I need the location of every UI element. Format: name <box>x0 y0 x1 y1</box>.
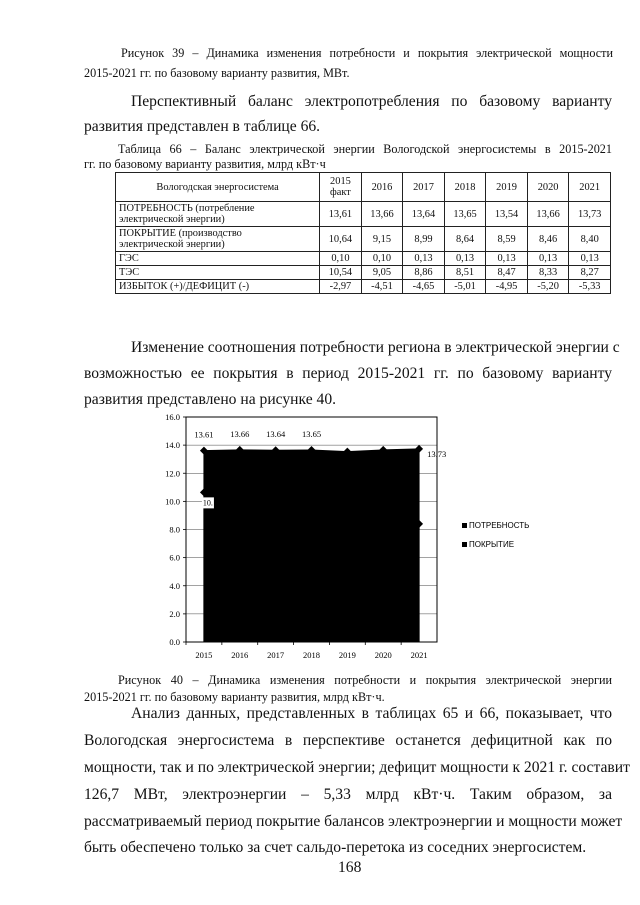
y-tick-label: 16.0 <box>165 412 180 422</box>
data-label: 10. <box>202 498 213 508</box>
table-header-2015 <box>320 173 362 202</box>
data-label: 13.61 <box>194 429 214 440</box>
figure40-caption-line2: 2015-2021 гг. по базовому варианту развития, млрд кВт·ч. <box>84 690 385 704</box>
y-tick-label: 10.0 <box>165 496 180 507</box>
table-cell: 13,65 <box>444 202 486 227</box>
table-row <box>116 266 611 280</box>
table-cell: 13,54 <box>486 202 528 227</box>
table-header-region: Вологодская энергосистема <box>116 173 320 202</box>
table-header-row <box>116 173 611 202</box>
table-cell: 13,66 <box>527 202 569 227</box>
table-cell: 8,33 <box>527 266 569 280</box>
table-cell: 0,13 <box>403 252 445 266</box>
figure40-caption-line1: Рисунок 40 – Динамика изменения потребности и покрытия электрической энергии <box>118 673 612 687</box>
table-header-year: 2020 <box>527 173 569 202</box>
y-tick-label: 12.0 <box>165 468 180 479</box>
x-tick-label: 2017 <box>267 650 285 660</box>
chart-x-ticks <box>195 650 427 660</box>
table-header-2015-year: 2015 <box>330 176 351 187</box>
table-cell: 8,27 <box>569 266 611 280</box>
data-label: 13.66 <box>230 428 250 439</box>
paragraph-2-line2: возможностью ее покрытия в период 2015-2021 гг. по базовому варианту <box>84 365 612 382</box>
table-cell: -2,97 <box>320 280 362 294</box>
table-header-year: 2016 <box>361 173 403 202</box>
table-row <box>116 227 611 252</box>
table-cell: 10,54 <box>320 266 362 280</box>
y-tick-label: 14.0 <box>165 440 180 451</box>
paragraph-1-line2: развития представлен в таблице 66. <box>84 118 321 135</box>
table-cell: 13,64 <box>403 202 445 227</box>
table-header-year: 2019 <box>486 173 528 202</box>
table-header-year: 2018 <box>444 173 486 202</box>
table-cell: 8,40 <box>569 227 611 252</box>
table-header-2015-fact: факт <box>330 187 351 198</box>
row-label-hpp: ГЭС <box>116 252 320 266</box>
legend-swatch <box>462 523 467 528</box>
figure39-caption-line1: Рисунок 39 – Динамика изменения потребности и покрытия электрической мощности <box>121 46 613 60</box>
row-label-line: электрической энергии) <box>119 239 225 250</box>
table-row <box>116 252 611 266</box>
data-label: 13.73 <box>427 448 447 459</box>
legend-swatch <box>462 542 467 547</box>
row-label-tpp: ТЭС <box>116 266 320 280</box>
x-tick-label: 2019 <box>338 650 356 660</box>
table-cell: 10,64 <box>320 227 362 252</box>
table-cell: 0,13 <box>444 252 486 266</box>
table-cell: 0,10 <box>361 252 403 266</box>
row-label-line: электрической энергии) <box>119 214 225 225</box>
table-cell: 8,99 <box>403 227 445 252</box>
legend-label: ПОКРЫТИЕ <box>469 540 515 549</box>
table-cell: -5,33 <box>569 280 611 294</box>
table66-caption-line1: Таблица 66 – Баланс электрической энергии Вологодской энергосистемы в 2015-2021 <box>118 142 612 156</box>
paragraph-3-line6: быть обеспечено только за счет сальдо-перетока из соседних энергосистем. <box>84 839 587 856</box>
y-tick-label: 2.0 <box>169 608 180 619</box>
table-cell: 9,15 <box>361 227 403 252</box>
y-tick-label: 4.0 <box>169 580 180 591</box>
table-cell: 8,64 <box>444 227 486 252</box>
y-tick-label: 8.0 <box>169 524 180 535</box>
x-tick-label: 2016 <box>231 650 249 660</box>
paragraph-3-line4: 126,7 МВт, электроэнергии – 5,33 млрд кВт·ч. Таким образом, за <box>84 786 612 803</box>
table-cell: 0,13 <box>486 252 528 266</box>
legend-label: ПОТРЕБНОСТЬ <box>469 521 530 530</box>
x-tick-label: 2015 <box>195 650 213 660</box>
paragraph-1-line1: Перспективный баланс электропотребления по базовому варианту <box>131 93 612 110</box>
table-cell: 8,51 <box>444 266 486 280</box>
x-tick-label: 2018 <box>303 650 320 660</box>
table66-caption-line2: гг. по базовому варианту развития, млрд кВт·ч <box>84 157 326 171</box>
paragraph-3-line2: Вологодская энергосистема в перспективе останется дефицитной как по <box>84 732 612 749</box>
table-cell: 9,05 <box>361 266 403 280</box>
chart-areas <box>200 445 423 642</box>
table-header-year: 2017 <box>403 173 445 202</box>
chart-legend <box>462 521 529 549</box>
table-cell: 13,61 <box>320 202 362 227</box>
data-label: 13.65 <box>301 429 322 440</box>
table-cell: 0,10 <box>320 252 362 266</box>
row-label-line: ПОТРЕБНОСТЬ (потребление <box>119 203 255 214</box>
y-tick-label: 6.0 <box>169 552 180 563</box>
chart-y-ticks <box>165 412 180 647</box>
paragraph-2-line3: развития представлено на рисунке 40. <box>84 391 337 408</box>
paragraph-3-line5: рассматриваемый период покрытие балансов электроэнергии и мощности может <box>84 813 623 830</box>
x-tick-label: 2021 <box>410 650 428 660</box>
page-number: 168 <box>338 859 362 876</box>
y-tick-label: 0.0 <box>169 637 180 647</box>
table-cell: -4,65 <box>403 280 445 294</box>
table-cell: -4,95 <box>486 280 528 294</box>
row-label-balance: ИЗБЫТОК (+)/ДЕФИЦИТ (-) <box>116 280 320 294</box>
table-cell: 8,59 <box>486 227 528 252</box>
figure39-caption-line2: 2015-2021 гг. по базовому варианту развития, МВт. <box>84 66 350 80</box>
table-cell: 8,86 <box>403 266 445 280</box>
table-cell: -4,51 <box>361 280 403 294</box>
table-cell: -5,20 <box>527 280 569 294</box>
balance-table <box>115 172 611 294</box>
table-cell: 13,73 <box>569 202 611 227</box>
paragraph-3-line3: мощности, так и по электрической энергии; дефицит мощности к 2021 г. составит <box>84 759 630 776</box>
table-row <box>116 202 611 227</box>
table-cell: 0,13 <box>527 252 569 266</box>
row-label-coverage <box>116 227 320 252</box>
x-tick-label: 2020 <box>374 650 392 660</box>
table-cell: 13,66 <box>361 202 403 227</box>
table-header-year: 2021 <box>569 173 611 202</box>
paragraph-2-line1: Изменение соотношения потребности региона в электрической энергии с <box>131 339 620 356</box>
table-cell: 8,46 <box>527 227 569 252</box>
data-label: 13.64 <box>266 429 286 440</box>
table-cell: 8,47 <box>486 266 528 280</box>
paragraph-3-line1: Анализ данных, представленных в таблицах 65 и 66, показывает, что <box>131 705 612 722</box>
table-cell: -5,01 <box>444 280 486 294</box>
row-label-line: ПОКРЫТИЕ (производство <box>119 228 242 239</box>
table-cell: 0,13 <box>569 252 611 266</box>
demand-coverage-chart <box>160 410 560 665</box>
row-label-demand <box>116 202 320 227</box>
table-row <box>116 280 611 294</box>
